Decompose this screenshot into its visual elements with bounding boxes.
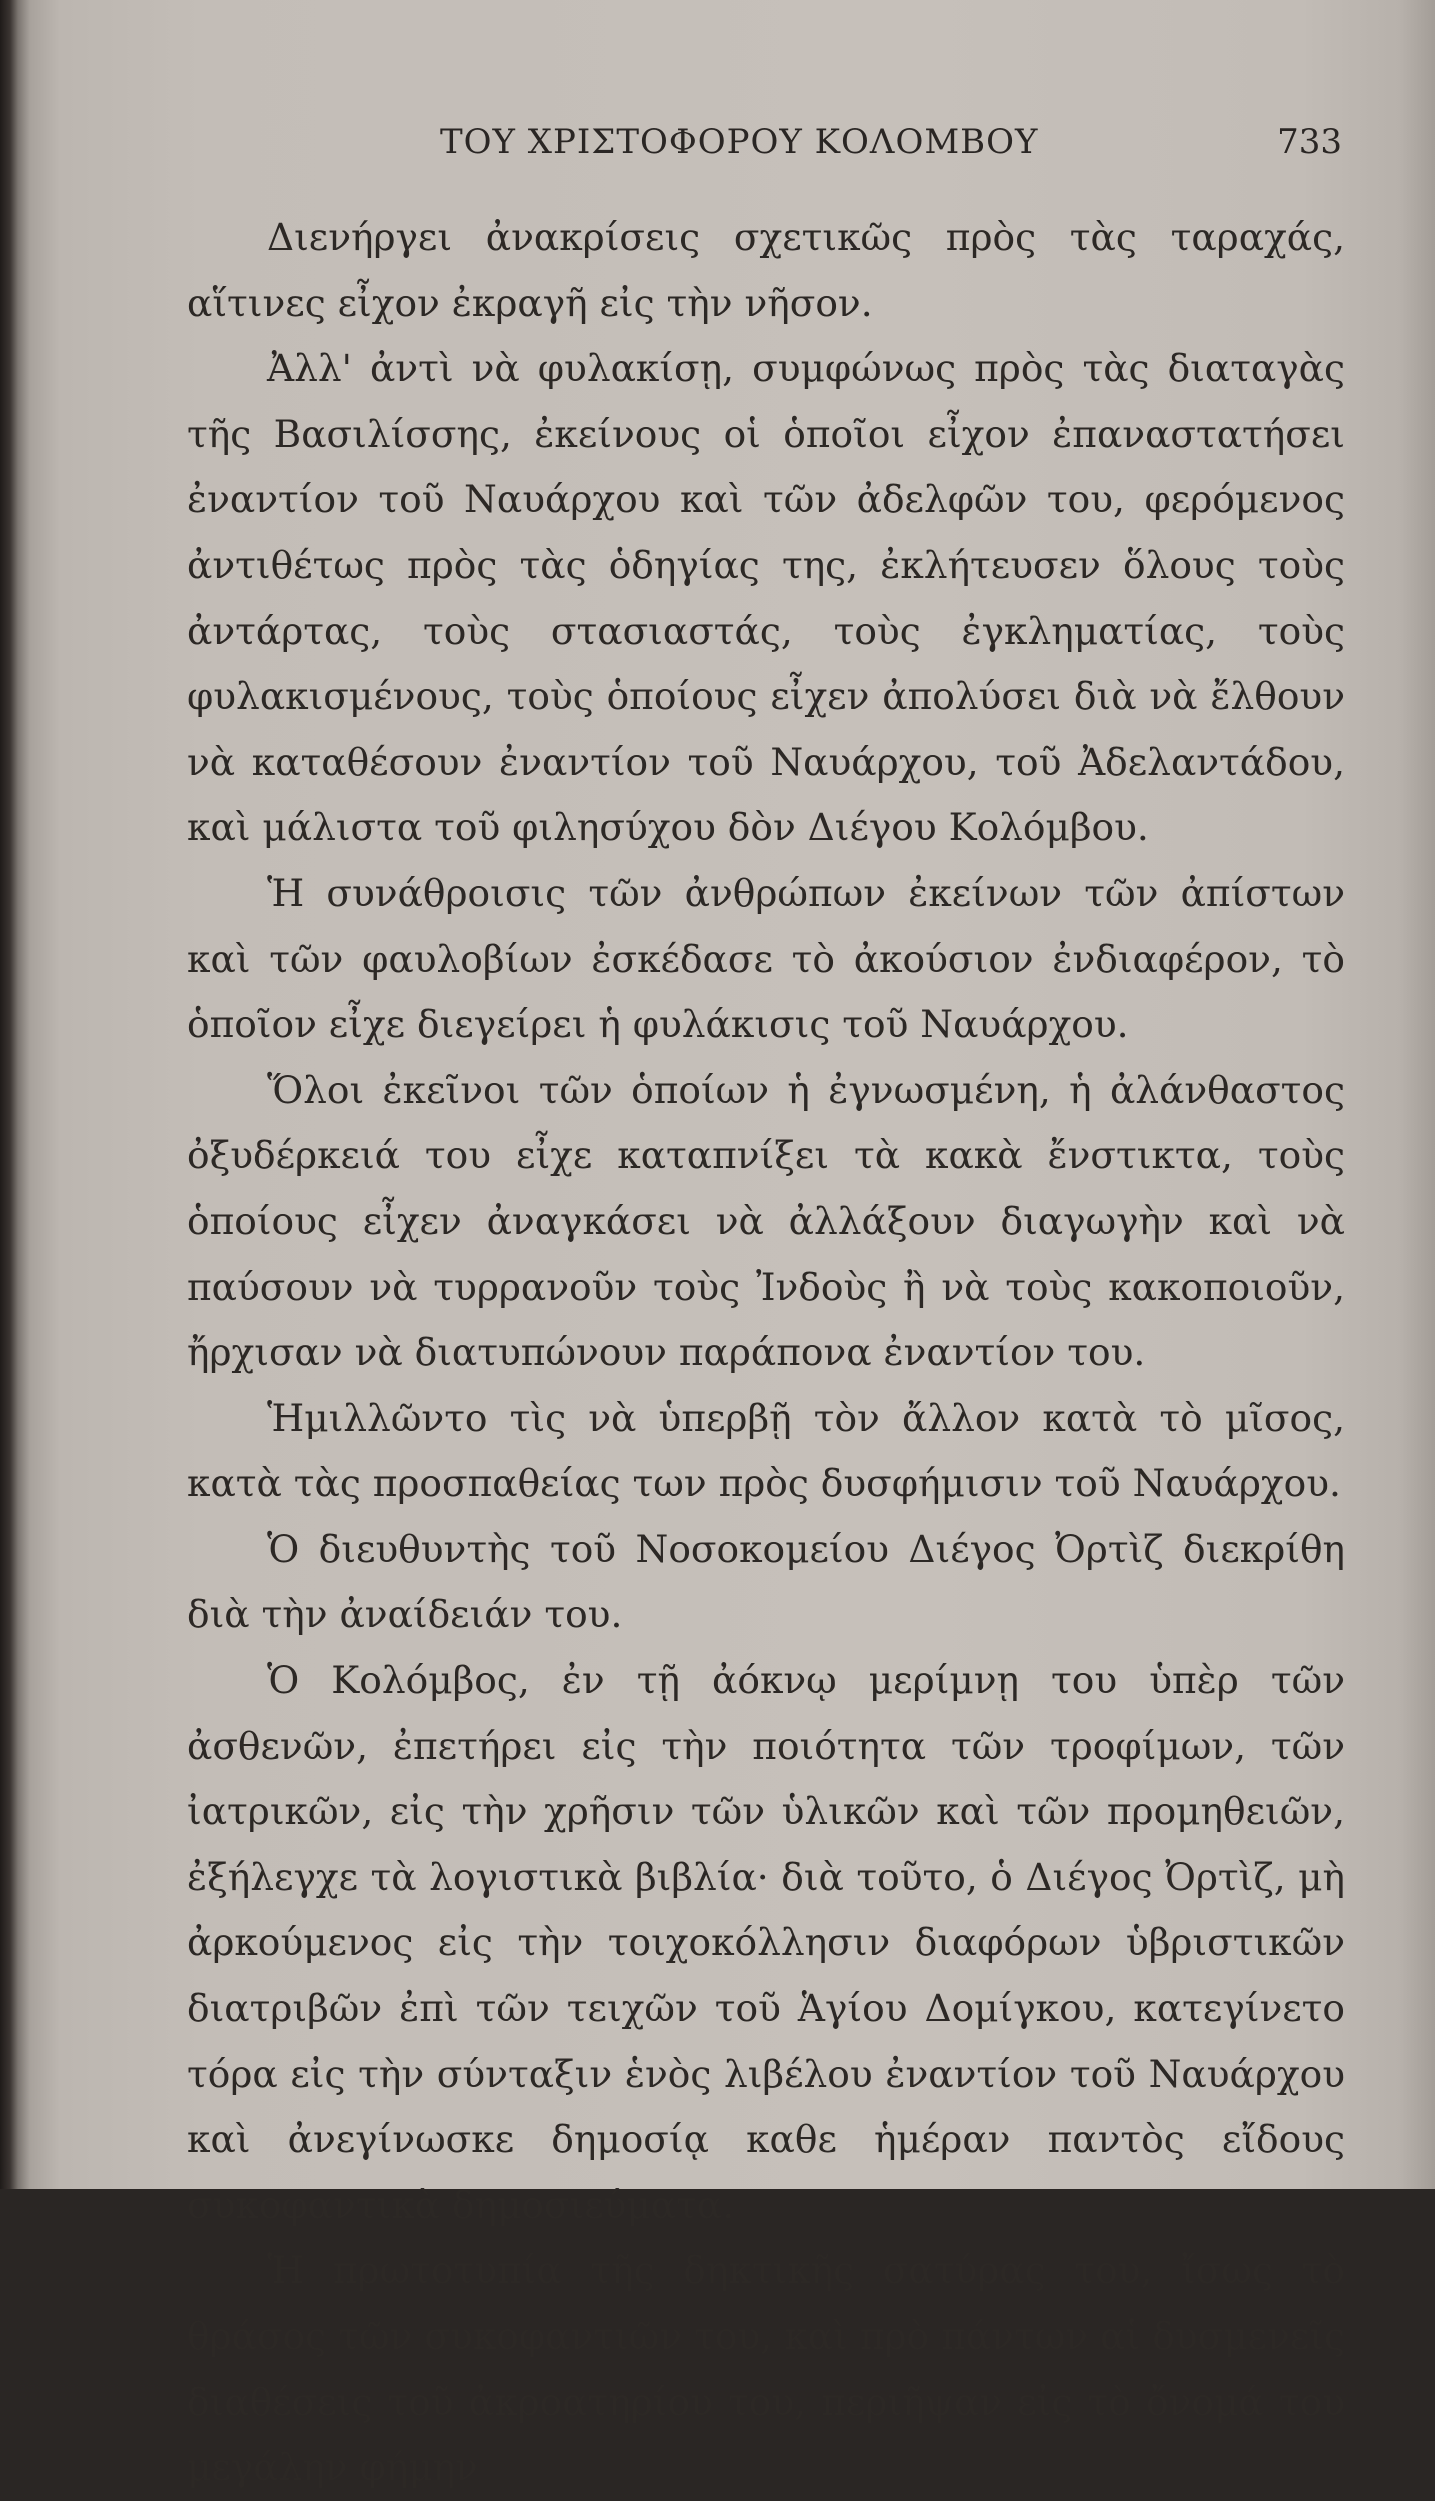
body-text	[187, 205, 1345, 2501]
page-number: 733	[1277, 122, 1342, 162]
paragraph: Ἡ πρωτοτυπία τῆς δηκτικῆς σατύρας του, ἴσως τὸ θράσος τῶν συκοφαντιῶν του, καὶ πρὸ πάντων αἱ δυσμενεῖς διαθέσεις τοῦ ἀκροατηρίου του, περιῆψαν εἰς τὸ ὄνομά του μεγάλην φήμην	[187, 2248, 1345, 2490]
paragraph: Ὁ διευθυντὴς τοῦ Νοσοκομείου Διέγος Ὀρτὶζ διεκρίθη διὰ τὴν ἀναίδειάν του.	[187, 1526, 1345, 1637]
paragraph: Ὅλοι ἐκεῖνοι τῶν ὁποίων ἡ ἐγνωσμένη, ἡ ἀλάνθαστος ὀξυδέρκειά του εἶχε καταπνίξει τὰ κακὰ ἔνστικτα, τοὺς ὁποίους εἶχεν ἀναγκάσει νὰ ἀλλάξουν διαγωγὴν καὶ νὰ παύσουν νὰ τυρρανοῦν τοὺς Ἰνδοὺς ἢ νὰ τοὺς κακοποιοῦν, ἤρχισαν νὰ διατυπώνουν παράπονα ἐναντίον του.	[187, 1067, 1345, 1375]
paragraph: Ὁ Κολόμβος, ἐν τῇ ἀόκνῳ μερίμνῃ του ὑπὲρ τῶν ἀσθενῶν, ἐπετήρει εἰς τὴν ποιότητα τῶν τροφίμων, τῶν ἰατρικῶν, εἰς τὴν χρῆσιν τῶν ὑλικῶν καὶ τῶν προμηθειῶν, ἐξήλεγχε τὰ λογιστικὰ βιβλία· διὰ τοῦτο, ὁ Διέγος Ὀρτὶζ, μὴ ἀρκούμενος εἰς τὴν τοιχοκόλλησιν διαφόρων ὑβριστικῶν διατριβῶν ἐπὶ τῶν τειχῶν τοῦ Ἁγίου Δομίγκου, κατεγίνετο τόρα εἰς τὴν σύνταξιν ἑνὸς λιβέλου ἐναντίον τοῦ Ναυάρχου καὶ ἀνεγίνωσκε δημοσίᾳ καθε ἡμέραν παντὸς εἴδους συκοφαντικὰ δημοσιεύματα.	[187, 1658, 1345, 2227]
paragraph: Ἀλλ' ἀντὶ νὰ φυλακίσῃ, συμφώνως πρὸς τὰς διαταγὰς τῆς Βασιλίσσης, ἐκείνους οἱ ὁποῖοι εἶχον ἐπαναστατήσει ἐναντίον τοῦ Ναυάρχου καὶ τῶν ἀδελφῶν του, φερόμενος ἀντιθέτως πρὸς τὰς ὁδηγίας της, ἐκλήτευσεν ὅλους τοὺς ἀντάρτας, τοὺς στασιαστάς, τοὺς ἐγκληματίας, τοὺς φυλακισμένους, τοὺς ὁποίους εἶχεν ἀπολύσει διὰ νὰ ἔλθουν νὰ καταθέσουν ἐναντίον τοῦ Ναυάρχου, τοῦ Ἀδελαντάδου, καὶ μάλιστα τοῦ φιλησύχου δὸν Διέγου Κολόμβου.	[187, 346, 1345, 850]
running-title: ΤΟΥ ΧΡΙΣΤΟΦΟΡΟΥ ΚΟΛΟΜΒΟΥ	[440, 122, 1039, 162]
paragraph: Ἡ συνάθροισις τῶν ἀνθρώπων ἐκείνων τῶν ἀπίστων καὶ τῶν φαυλοβίων ἐσκέδασε τὸ ἀκούσιον ἐνδιαφέρον, τὸ ὁποῖον εἶχε διεγείρει ἡ φυλάκισις τοῦ Ναυάρχου.	[187, 870, 1345, 1047]
paragraph: Ἡμιλλῶντο τὶς νὰ ὑπερβῇ τὸν ἄλλον κατὰ τὸ μῖσος, κατὰ τὰς προσπαθείας των πρὸς δυσφήμισιν τοῦ Ναυάρχου.	[187, 1395, 1345, 1506]
page-header	[160, 122, 1350, 172]
paragraph: Διενήργει ἀνακρίσεις σχετικῶς πρὸς τὰς ταραχάς, αἵτινες εἶχον ἐκραγῆ εἰς τὴν νῆσον.	[187, 215, 1345, 325]
